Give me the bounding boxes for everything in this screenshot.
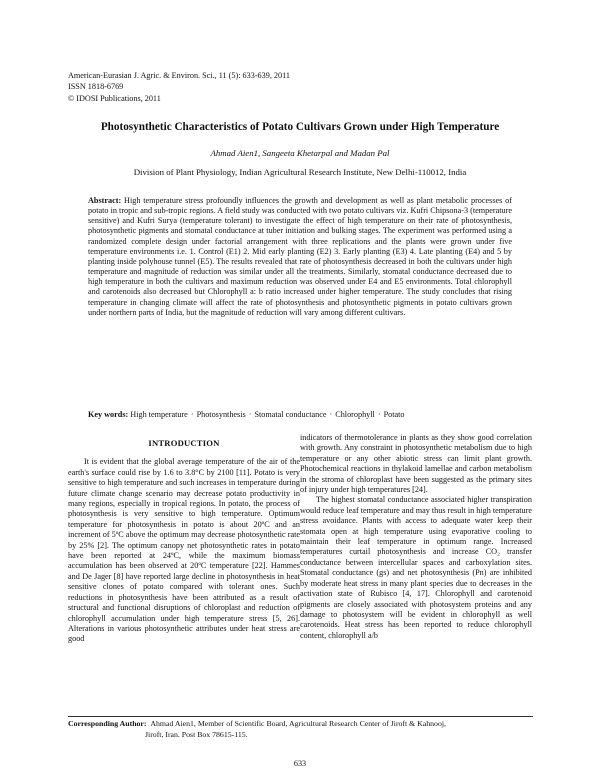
left-column (68, 438, 300, 645)
abstract-text: High temperature stress profoundly influences the growth and development as well as plant metabolic processes of potato in tropic and sub-tropic regions. A field study was conducted with two potato cultivars viz. Kufri Chipsona-3 (temperature sensitive) and Kufri Surya (temperature tolerant) to investigate the effect of high temperature on their rate of photosynthesis, photosynthetic pigments and stomatal conductance at tuber initiation and bulking stages. The experiment was performed using a randomized complete design under factorial arrangement with three replications and the plants were grown under five temperature environments i.e. 1. Control (E1) 2. Mid early planting (E2) 3. Early planting (E3) 4. Late planting (E4) and 5 by planting inside polyhouse tunnel (E5). The results revealed that rate of photosynthesis decreased in both the cultivars under high temperature and magnitude of reduction was similar under all the treatments. Similarly, stomatal conductance decreased due to high temperature in both the cultivars and maximum reduction was observed under E4 and E5 environments. Total chlorophyll and carotenoids also decreased but Chlorophyll a: b ratio increased under higher temperature. The study concludes that rising temperature in changing climate will affect the rate of photosynthesis and photosynthetic pigments in potato cultivars grown under northern parts of India, but the magnitude of reduction will vary among different cultivars. (88, 196, 512, 317)
corresponding-author-line2: Jiroft, Iran. Post Box 78615-115. (145, 730, 248, 739)
keyword-item: Photosynthesis (196, 410, 246, 419)
keyword-separator: · (190, 410, 194, 419)
paper-authors: Ahmad Aien1, Sangeeta Khetarpal and Madan Pal (210, 148, 390, 158)
intro-paragraph: indicators of thermotolerance in plants as they show good correlation with growth. Any constraint in photosynthetic metabolism due to high temperature or any other abiotic stress can limit plant growth. Photochemical reactions in thylakoid lamellae and carbon metabolism in the stroma of chloroplast have been suggested as the primary sites of injury under high temperatures [24]. (300, 433, 532, 495)
keyword-item: Chlorophyll (335, 410, 375, 419)
footnote-divider (68, 716, 533, 717)
keyword-separator: · (329, 410, 333, 419)
keyword-separator: · (377, 410, 381, 419)
abstract (88, 196, 512, 318)
keyword-item: Potato (383, 410, 405, 419)
paper-title: Photosynthetic Characteristics of Potato Cultivars Grown under High Temperature (100, 121, 500, 133)
journal-issn: ISSN 1818-6769 (68, 82, 124, 92)
abstract-label: Abstract: (88, 196, 122, 205)
right-column (300, 433, 532, 641)
paper-affiliation: Division of Plant Physiology, Indian Agricultural Research Institute, New Delhi-110012, India (133, 167, 467, 177)
journal-copyright: © IDOSI Publications, 2011 (68, 93, 161, 103)
page-number: 633 (293, 759, 307, 768)
intro-paragraph: The highest stomatal conductance associated higher transpiration would reduce leaf temperature and may thus result in high temperature stress avoidance. Plants with access to adequate water keep their stomata open at high temperature using evaporative cooling to maintain their leaf temperature in optimum range. Increased temperatures curtail photosynthesis and increase CO₂ transfer conductance between intercellular spaces and carboxylation sites. Stomatal conductance (gs) and net photosynthesis (Pn) are inhibited by moderate heat stress in many plant species due to decreases in the activation state of Rubisco [4, 17]. Chlorophyll and carotenoid pigments are closely associated with photosystem proteins and any damage to photosystem will be evident in chlorophyll as well carotenoids. Heat stress has been reported to reduce chlorophyll content, chlorophyll a/b (300, 495, 532, 640)
keywords (88, 410, 512, 419)
keyword-item: Stomatal conductance (254, 410, 327, 419)
keyword-item: High temperature (130, 410, 188, 419)
intro-paragraph: It is evident that the global average temperature of the air of the earth's surface could rise by 1.6 to 3.8°C by 2100 [11]. Potato is very sensitive to high temperature and such increases in temperature during future climate change scenario may decrease potato productivity in many regions, especially in tropical regions. In potato, the process of photosynthesis is very sensitive to high temperature. Optimum temperature for photosynthesis in potato is about 20ºC and an increment of 5ºC above the optimum may decrease photosynthetic rate by 25% [2]. The optimum canopy net photosynthetic rates in potato have been reported at 24ºC, while the maximum biomass accumulation has been observed at 20ºC temperature [22]. Hammes and De Jager [8] have reported large decline in photosynthesis in heat sensitive clones of potato compared with tolerant ones. Such reductions in photosynthesis have been attributed as a result of structural and functional disruptions of chloroplast and reduction of chlorophyll accumulation under high temperature stress [5, 26]. Alterations in various photosynthetic attributes under heat stress are good (68, 457, 300, 644)
keywords-label: Key words: (88, 410, 129, 419)
corresponding-author (68, 718, 538, 740)
section-heading-introduction: INTRODUCTION (148, 438, 220, 448)
corresponding-author-label: Corresponding Author: (68, 719, 147, 728)
keyword-separator: · (248, 410, 252, 419)
journal-citation: American-Eurasian J. Agric. & Environ. Sci., 11 (5): 633-639, 2011 (68, 71, 291, 80)
journal-header (68, 70, 538, 104)
corresponding-author-line1: Ahmad Aien1, Member of Scientific Board, Agricultural Research Center of Jiroft & Kahnooj, (150, 719, 446, 728)
